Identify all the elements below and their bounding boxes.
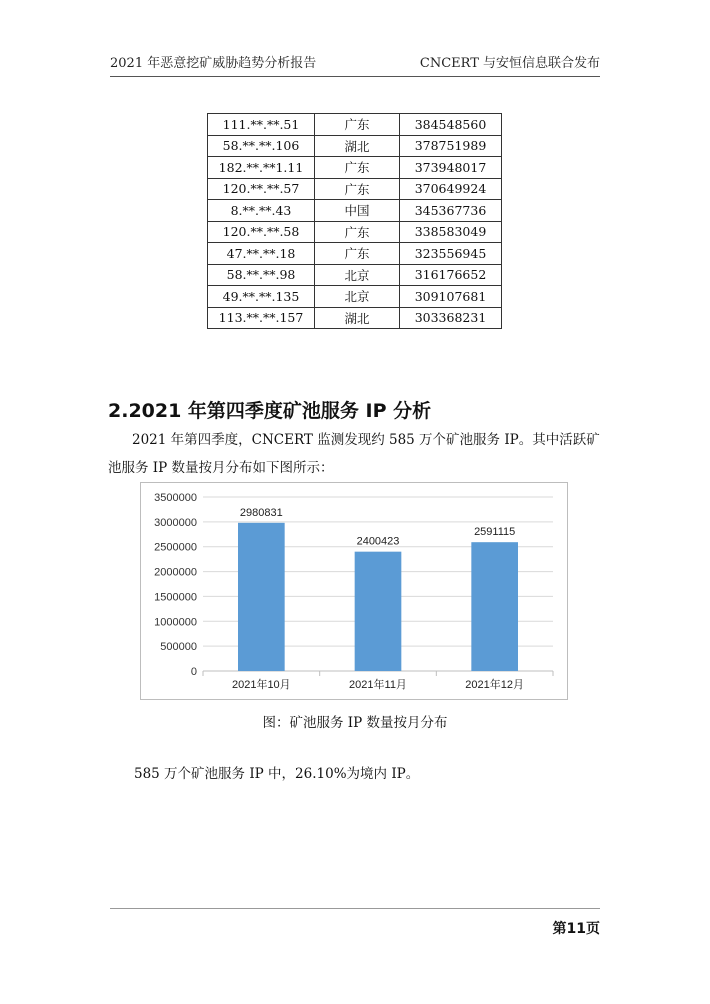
table-row <box>208 243 502 265</box>
header-divider <box>110 76 600 77</box>
ip-cell: 182.**.**1.11 <box>208 157 315 179</box>
ip-cell: 58.**.**.106 <box>208 135 315 157</box>
footer-divider <box>110 908 600 909</box>
region-cell: 广东 <box>315 114 400 136</box>
bar <box>355 552 402 671</box>
count-cell: 309107681 <box>400 286 502 308</box>
table-row <box>208 200 502 222</box>
table-row <box>208 135 502 157</box>
ip-cell: 113.**.**.157 <box>208 307 315 329</box>
ip-table <box>207 113 502 329</box>
bar <box>471 542 518 671</box>
chart-caption: 图：矿池服务 IP 数量按月分布 <box>262 715 448 731</box>
y-tick-label: 500000 <box>160 641 197 654</box>
section-heading: 2.2021 年第四季度矿池服务 IP 分析 <box>108 400 432 422</box>
region-cell: 中国 <box>315 200 400 222</box>
count-cell: 378751989 <box>400 135 502 157</box>
table-row <box>208 286 502 308</box>
ip-cell: 49.**.**.135 <box>208 286 315 308</box>
data-label: 2400423 <box>356 535 400 548</box>
table-row <box>208 157 502 179</box>
count-cell: 373948017 <box>400 157 502 179</box>
count-cell: 323556945 <box>400 243 502 265</box>
count-cell: 345367736 <box>400 200 502 222</box>
ip-cell: 120.**.**.57 <box>208 178 315 200</box>
table-row <box>208 114 502 136</box>
region-cell: 广东 <box>315 178 400 200</box>
x-tick-label: 2021年12月 <box>465 679 525 691</box>
region-cell: 广东 <box>315 221 400 243</box>
region-cell: 广东 <box>315 157 400 179</box>
table-row <box>208 178 502 200</box>
table-row <box>208 221 502 243</box>
table-row <box>208 307 502 329</box>
y-tick-label: 3500000 <box>154 492 197 504</box>
chart-canvas <box>141 483 567 699</box>
region-cell: 湖北 <box>315 307 400 329</box>
ip-cell: 58.**.**.98 <box>208 264 315 286</box>
y-tick-label: 1500000 <box>154 591 197 604</box>
count-cell: 338583049 <box>400 221 502 243</box>
table-row <box>208 264 502 286</box>
count-cell: 370649924 <box>400 178 502 200</box>
count-cell: 316176652 <box>400 264 502 286</box>
section-paragraph-2: 585 万个矿池服务 IP 中，26.10%为境内 IP。 <box>134 766 420 782</box>
y-tick-label: 2000000 <box>154 566 197 579</box>
header-title: 2021 年恶意挖矿威胁趋势分析报告 <box>110 56 317 71</box>
region-cell: 北京 <box>315 286 400 308</box>
header-publisher: CNCERT 与安恒信息联合发布 <box>419 56 600 71</box>
bar <box>238 523 285 671</box>
bar-chart <box>140 482 568 700</box>
y-tick-label: 3000000 <box>154 516 197 529</box>
y-tick-label: 0 <box>190 666 197 678</box>
y-tick-label: 2500000 <box>154 541 197 554</box>
page-number: 第11页 <box>552 921 600 937</box>
data-label: 2980831 <box>239 506 283 519</box>
ip-cell: 47.**.**.18 <box>208 243 315 265</box>
region-cell: 北京 <box>315 264 400 286</box>
data-label: 2591115 <box>474 526 516 539</box>
ip-cell: 111.**.**.51 <box>208 114 315 136</box>
x-tick-label: 2021年11月 <box>349 679 407 691</box>
ip-cell: 8.**.**.43 <box>208 200 315 222</box>
region-cell: 广东 <box>315 243 400 265</box>
section-paragraph-1: 2021 年第四季度，CNCERT 监测发现约 585 万个矿池服务 IP。其中活跃矿池服务 IP 数量按月分布如下图所示： <box>108 432 600 476</box>
ip-cell: 120.**.**.58 <box>208 221 315 243</box>
count-cell: 303368231 <box>400 307 502 329</box>
region-cell: 湖北 <box>315 135 400 157</box>
count-cell: 384548560 <box>400 114 502 136</box>
y-tick-label: 1000000 <box>154 616 197 629</box>
x-tick-label: 2021年10月 <box>231 679 291 691</box>
